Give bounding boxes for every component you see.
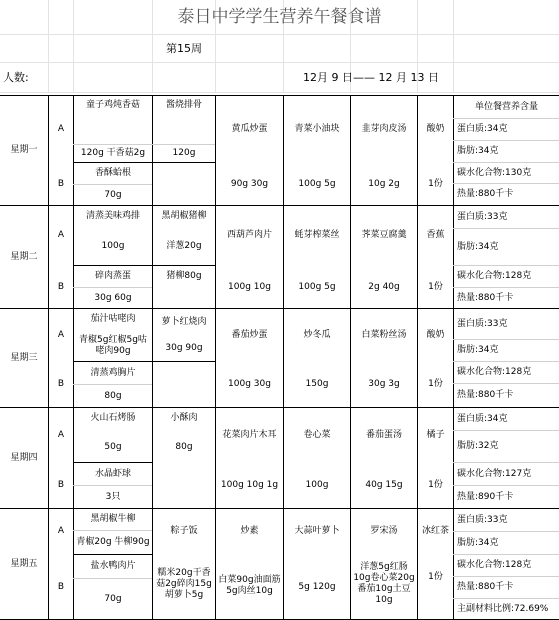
nutrition-energy: 热量:880千卡 [457, 390, 514, 400]
dish-name: 清蒸鸡胸片 [90, 367, 136, 378]
dish-quantity: 青椒5g红椒5g咕 咾肉90g [79, 335, 147, 356]
dish-name: 萝卜红烧肉 [161, 316, 207, 327]
nutrition-header: 单位餐营养含量 [474, 101, 538, 112]
nutrition-protein: 蛋白质:33克 [457, 514, 508, 525]
dish-quantity: 150g [305, 379, 329, 389]
dish-quantity: 80g [104, 390, 122, 401]
nutrition-protein: 蛋白质:33克 [457, 211, 508, 222]
set-a-label: A [57, 123, 65, 134]
dish-name: 炒冬瓜 [303, 329, 331, 340]
dish-quantity: 猪柳80g [166, 271, 202, 281]
nutrition-protein: 蛋白质:33克 [457, 318, 508, 329]
ingredient-ratio: 主副材料比例:72.69% [457, 603, 549, 614]
dish-name: 香蕉 [426, 230, 445, 240]
set-b-label: B [57, 379, 65, 389]
people-label: 人数: [3, 71, 29, 84]
dish-quantity: 5g 120g [298, 581, 336, 592]
day-label-tuesday: 星期二 [10, 251, 38, 262]
dish-quantity: 80g [175, 441, 193, 452]
dish-name: 韭芽肉皮汤 [361, 123, 407, 134]
dish-name: 荠菜豆腐羹 [361, 230, 407, 240]
dish-name: 橘子 [426, 429, 445, 440]
dish-quantity: 1份 [428, 480, 443, 490]
nutrition-energy: 热量:890千卡 [457, 491, 514, 502]
dish-name: 炒素 [240, 526, 259, 536]
nutrition-fat: 脂肪:34克 [457, 537, 499, 548]
nutrition-fat: 脂肪:34克 [457, 241, 499, 252]
dish-quantity: 100g 10g 1g [220, 480, 279, 490]
dish-quantity: 120g 干香菇2g [80, 148, 146, 158]
set-a-label: A [57, 429, 65, 440]
dish-name: 水晶虾球 [94, 468, 131, 479]
dish-name: 大蒜叶萝卜 [294, 526, 340, 536]
dish-quantity: 70g [104, 593, 122, 604]
dish-name: 白菜粉丝汤 [361, 329, 407, 340]
dish-name: 花菜肉片木耳 [222, 429, 277, 440]
dish-name: 黑胡椒猪柳 [161, 210, 207, 221]
dish-quantity: 青椒20g 牛柳90g [76, 537, 150, 547]
dish-quantity: 1份 [428, 572, 443, 582]
dish-quantity: 120g [172, 148, 196, 158]
dish-quantity: 50g [104, 441, 122, 452]
nutrition-protein: 蛋白质:34克 [457, 124, 508, 134]
dish-quantity: 100g 30g [228, 379, 271, 389]
dish-quantity: 30g 60g [94, 292, 132, 303]
date-range: 12月 9 日—— 12 月 13 日 [303, 71, 439, 84]
dish-quantity: 糯米20g干香 菇2g碎肉15g 胡萝卜5g [156, 567, 212, 600]
dish-quantity: 100g 5g [298, 178, 336, 189]
set-a-label: A [57, 230, 65, 240]
dish-quantity: 30g 3g [368, 379, 400, 389]
nutrition-carbs: 碳水化合物:128克 [457, 367, 532, 377]
dish-quantity: 白菜90g油面筋 5g肉丝10g [218, 575, 281, 596]
nutrition-energy: 热量:880千卡 [457, 189, 514, 199]
dish-quantity: 2g 40g [368, 281, 400, 292]
dish-name: 火山石烤肠 [90, 412, 136, 423]
nutrition-carbs: 碳水化合物:128克 [457, 560, 532, 570]
set-b-label: B [57, 480, 65, 490]
dish-name: 黄瓜炒蛋 [231, 123, 268, 134]
dish-quantity: 90g 30g [230, 178, 269, 189]
day-label-friday: 星期五 [10, 558, 38, 569]
dish-name: 黑胡椒牛柳 [90, 514, 136, 524]
nutrition-fat: 脂肪:34克 [457, 345, 499, 355]
day-label-monday: 星期一 [10, 145, 38, 155]
set-b-label: B [57, 281, 65, 292]
dish-name: 蚝芽榨菜丝 [294, 230, 340, 240]
dish-name: 盐水鸭肉片 [90, 561, 136, 571]
nutrition-fat: 脂肪:32克 [457, 441, 499, 451]
dish-quantity: 洋葱5g红肠 10g卷心菜20g 番茄10g土豆 10g [353, 562, 415, 605]
dish-name: 香酥蛤根 [94, 168, 131, 178]
dish-name: 茄汁咕咾肉 [90, 313, 136, 324]
day-label-thursday: 星期四 [10, 452, 38, 463]
dish-quantity: 3只 [105, 491, 121, 502]
dish-name: 碎肉蒸蛋 [94, 271, 131, 281]
dish-quantity: 100g [305, 480, 329, 490]
nutrition-carbs: 碳水化合物:128克 [457, 271, 532, 281]
dish-quantity: 40g 15g [365, 480, 403, 490]
set-b-label: B [57, 581, 65, 592]
set-a-label: A [57, 329, 65, 340]
page-title: 泰日中学学生营养午餐食谱 [177, 6, 382, 27]
dish-quantity: 洋葱20g [166, 240, 202, 251]
nutrition-protein: 蛋白质:34克 [457, 413, 508, 424]
dish-name: 酸奶 [426, 329, 445, 340]
dish-name: 粽子饭 [170, 526, 198, 536]
dish-name: 番茄蛋汤 [365, 429, 402, 440]
dish-quantity: 30g 90g [165, 342, 203, 353]
set-a-label: A [57, 526, 65, 536]
nutrition-fat: 脂肪:34克 [457, 146, 499, 156]
dish-quantity: 100g 5g [298, 281, 336, 292]
dish-quantity: 1份 [428, 379, 443, 389]
dish-name: 童子鸡炖香菇 [85, 99, 140, 110]
dish-quantity: 1份 [428, 178, 443, 189]
dish-quantity: 1份 [428, 281, 443, 292]
dish-quantity: 10g 2g [368, 178, 400, 189]
dish-name: 酸奶 [426, 123, 445, 134]
dish-name: 卷心菜 [303, 429, 331, 440]
day-label-wednesday: 星期三 [10, 352, 38, 363]
dish-name: 清蒸美味鸡排 [85, 210, 140, 221]
dish-name: 西葫芦肉片 [226, 230, 272, 240]
set-b-label: B [57, 178, 65, 189]
nutrition-carbs: 碳水化合物:130克 [457, 167, 532, 178]
nutrition-energy: 热量:880千卡 [457, 582, 514, 592]
nutrition-carbs: 碳水化合物:127克 [457, 468, 532, 479]
dish-name: 小酥肉 [170, 412, 198, 423]
nutrition-energy: 热量:880千卡 [457, 292, 514, 303]
dish-name: 青菜小油块 [294, 123, 340, 134]
dish-name: 冰红茶 [421, 526, 449, 536]
dish-name: 罗宋汤 [370, 526, 398, 536]
dish-name: 酱烧排骨 [165, 99, 202, 110]
week-label: 第15周 [166, 42, 202, 55]
dish-quantity: 100g [101, 240, 125, 251]
dish-quantity: 70g [104, 189, 122, 200]
dish-name: 番茄炒蛋 [231, 329, 268, 340]
dish-quantity: 100g 10g [228, 281, 271, 292]
